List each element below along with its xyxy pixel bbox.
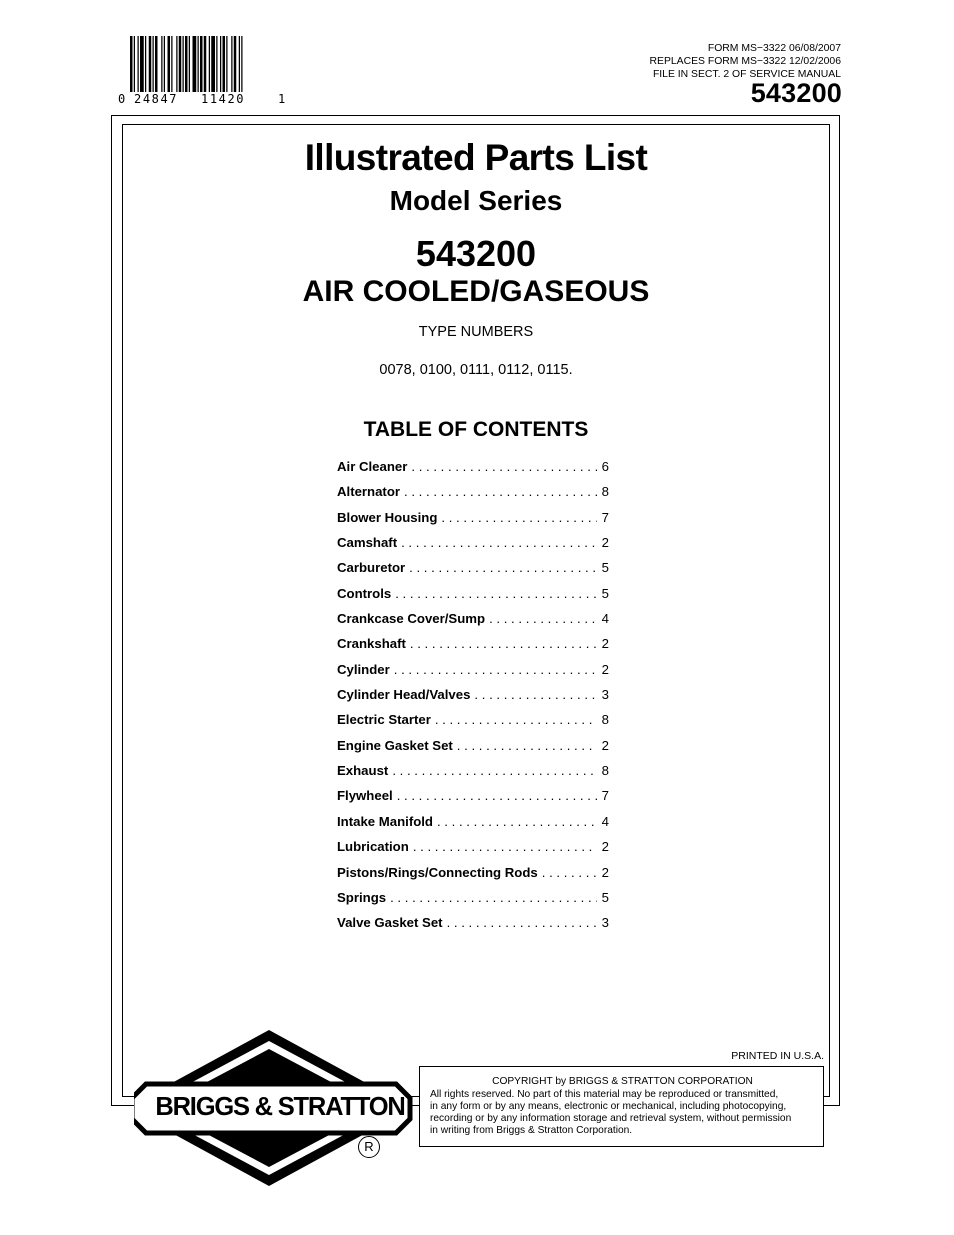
barcode-bar [204, 36, 207, 92]
toc-item-label: Air Cleaner [337, 459, 408, 474]
toc-item [337, 662, 609, 687]
toc-item-page: 6 [601, 459, 609, 474]
toc-item [337, 586, 609, 611]
toc-item-label: Electric Starter [337, 712, 431, 728]
type-numbers-label: TYPE NUMBERS [418, 324, 534, 340]
toc-leader-dots [413, 839, 597, 854]
toc-item-page: 4 [601, 813, 609, 829]
barcode-bar [226, 36, 227, 92]
toc-leader-dots [404, 484, 597, 499]
barcode-bar [161, 36, 162, 92]
barcode-bar [130, 36, 133, 92]
copyright-line-2: in any form or by any means, electronic or mechanical, including photocopying, [430, 1101, 787, 1112]
barcode-bar [183, 36, 184, 92]
toc-item [337, 788, 609, 813]
toc-leader-dots [489, 611, 597, 626]
toc-leader-dots [441, 510, 597, 525]
toc-leader-dots [435, 712, 597, 727]
toc-item-label: Cylinder Head/Valves [337, 687, 471, 703]
toc-item-label: Camshaft [337, 535, 398, 551]
toc-item-label: Blower Housing [337, 509, 438, 525]
registered-mark-icon: R [358, 1136, 380, 1158]
toc-item-label: Intake Manifold [337, 813, 433, 829]
barcode-bar [220, 36, 221, 92]
form-header [650, 42, 841, 81]
toc-item [337, 712, 609, 737]
toc-leader-dots [390, 890, 597, 905]
barcode-bar [149, 36, 152, 92]
form-line-1: FORM MS−3322 06/08/2007 [707, 43, 841, 54]
toc-item [337, 636, 609, 661]
page-subtitle: Model Series [389, 185, 563, 216]
barcode-bar [241, 36, 242, 92]
table-of-contents [337, 459, 609, 941]
toc-item [337, 915, 609, 940]
barcode-bar [234, 36, 237, 92]
toc-item-label: Engine Gasket Set [337, 737, 453, 753]
toc-item-page: 2 [601, 839, 609, 855]
toc-item-label: Alternator [337, 484, 401, 500]
page-title: Illustrated Parts List [304, 137, 648, 178]
barcode-bar [216, 36, 217, 92]
copyright-line-3: recording or by any information storage and retrieval system, without permission [430, 1113, 792, 1124]
toc-item-page: 2 [601, 661, 609, 677]
toc-item [337, 510, 609, 535]
toc-heading: TABLE OF CONTENTS [363, 418, 589, 441]
toc-leader-dots [395, 586, 597, 601]
barcode-bar [145, 36, 146, 92]
printed-in-usa: PRINTED IN U.S.A. [731, 1050, 824, 1062]
toc-item-page: 2 [601, 636, 609, 652]
barcode-bar [239, 36, 240, 92]
model-description: AIR COOLED/GASEOUS [302, 275, 650, 308]
toc-item-page: 4 [601, 611, 609, 627]
barcode-bar [153, 36, 154, 92]
toc-leader-dots [401, 535, 597, 550]
toc-item-page: 8 [601, 712, 609, 728]
toc-item [337, 535, 609, 560]
barcode-bar [179, 36, 182, 92]
toc-item-page: 7 [601, 509, 609, 525]
toc-leader-dots [437, 814, 597, 829]
toc-item-page: 7 [601, 788, 609, 804]
toc-item [337, 687, 609, 712]
copyright-title: COPYRIGHT by BRIGGS & STRATTON CORPORATION [492, 1076, 753, 1087]
toc-item [337, 484, 609, 509]
toc-leader-dots [474, 687, 597, 702]
toc-leader-dots [392, 763, 597, 778]
barcode-bar [155, 36, 158, 92]
barcode-digits [118, 92, 288, 108]
toc-item-page: 5 [601, 560, 609, 576]
barcode-bar [171, 36, 172, 92]
form-line-2: REPLACES FORM MS−3322 12/02/2006 [649, 56, 841, 67]
barcode-bar [189, 36, 190, 92]
toc-leader-dots [410, 636, 597, 651]
barcode-bar [209, 36, 210, 92]
barcode-bar [134, 36, 135, 92]
barcode-bar [138, 36, 139, 92]
toc-item-label: Exhaust [337, 763, 389, 779]
copyright-line-1: All rights reserved. No part of this material may be reproduced or transmitted, [430, 1089, 779, 1100]
barcode-bar [200, 36, 203, 92]
barcode-bar [164, 36, 165, 92]
toc-leader-dots [457, 738, 597, 753]
toc-item [337, 890, 609, 915]
barcode-bar [198, 36, 199, 92]
toc-item [337, 865, 609, 890]
toc-leader-dots [394, 662, 597, 677]
toc-item [337, 839, 609, 864]
toc-leader-dots [542, 865, 597, 880]
toc-item-page: 2 [601, 535, 609, 551]
toc-leader-dots [409, 560, 597, 575]
toc-item-page: 5 [601, 889, 609, 905]
barcode-bar [193, 36, 197, 92]
copyright-box [419, 1066, 824, 1147]
type-numbers-values: 0078, 0100, 0111, 0112, 0115. [379, 362, 573, 378]
barcode-bar [211, 36, 215, 92]
barcode-bar [185, 36, 188, 92]
form-number: 543200 [750, 78, 842, 108]
toc-item-page: 8 [601, 484, 609, 500]
toc-item [337, 560, 609, 585]
barcode-bars [130, 36, 278, 92]
toc-item-page: 2 [601, 864, 609, 880]
model-number: 543200 [415, 233, 537, 274]
toc-leader-dots [447, 915, 597, 930]
toc-item-label: Lubrication [337, 839, 409, 855]
barcode-bar [176, 36, 177, 92]
toc-item [337, 611, 609, 636]
toc-item [337, 459, 609, 484]
barcode-bar [223, 36, 226, 92]
barcode-bar [140, 36, 144, 92]
toc-leader-dots [397, 788, 597, 803]
copyright-line-4: in writing from Briggs & Stratton Corporation. [430, 1125, 633, 1136]
toc-item-page: 5 [601, 585, 609, 601]
toc-item [337, 763, 609, 788]
barcode-bar [168, 36, 171, 92]
barcode-right-digits: 11420 [201, 92, 246, 106]
toc-item [337, 738, 609, 763]
toc-item-label: Controls [337, 585, 392, 601]
barcode [118, 36, 288, 108]
toc-item-page: 2 [601, 737, 609, 753]
toc-item [337, 814, 609, 839]
toc-item-label: Flywheel [337, 788, 393, 804]
logo-text: BRIGGS & STRATTON [155, 1093, 405, 1121]
toc-item-label: Valve Gasket Set [337, 915, 443, 931]
toc-item-label: Springs [337, 889, 387, 905]
barcode-bar [231, 36, 232, 92]
toc-item-label: Cylinder [337, 661, 390, 677]
toc-item-label: Carburetor [337, 560, 406, 576]
toc-item-page: 3 [601, 687, 609, 703]
toc-item-label: Crankcase Cover/Sump [337, 611, 486, 627]
form-line-3: FILE IN SECT. 2 OF SERVICE MANUAL [652, 69, 841, 80]
toc-item-label: Pistons/Rings/Connecting Rods [337, 864, 538, 880]
toc-leader-dots [411, 459, 597, 474]
barcode-left-digits: 24847 [134, 92, 179, 106]
toc-item-page: 8 [601, 763, 609, 779]
toc-item-label: Crankshaft [337, 636, 406, 652]
barcode-check-digit: 1 [278, 92, 286, 106]
toc-item-page: 3 [601, 915, 609, 931]
barcode-lead-digit: 0 [118, 92, 126, 106]
